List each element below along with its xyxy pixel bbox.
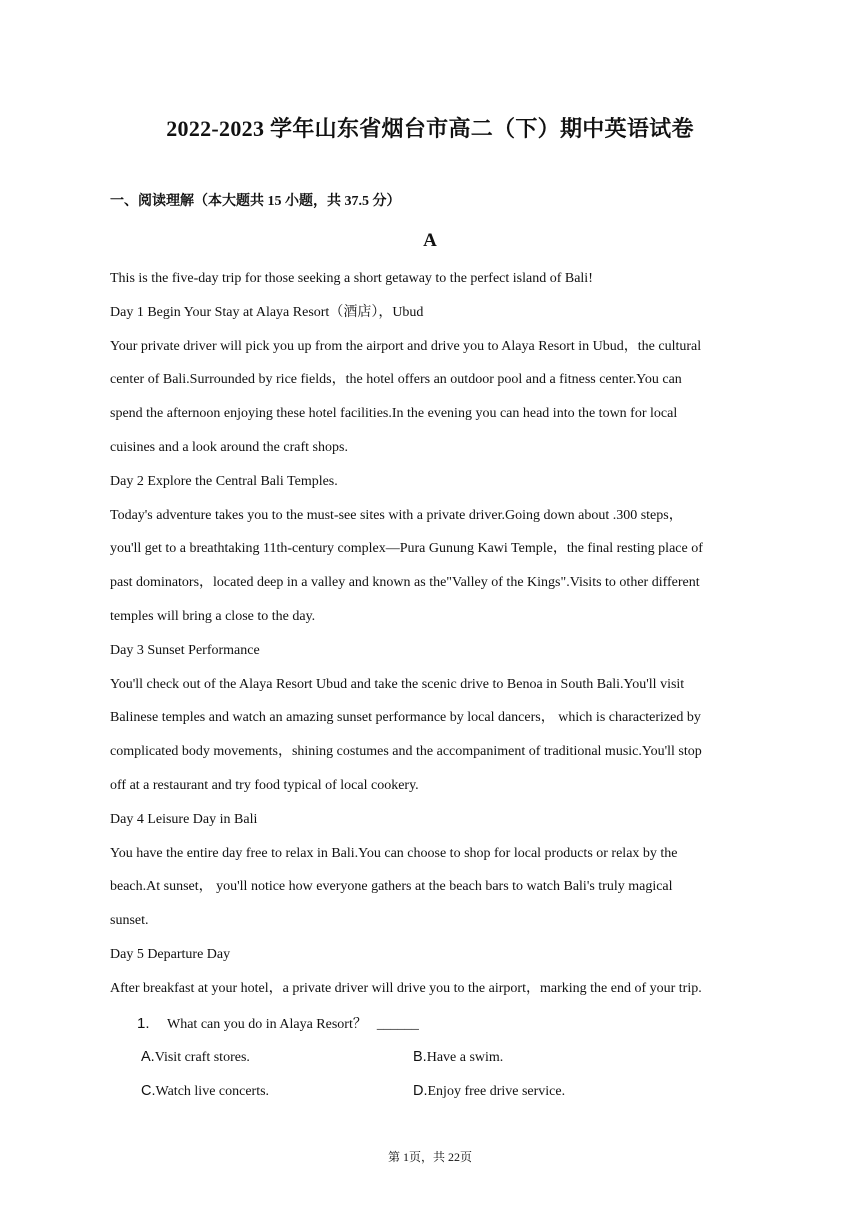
passage-line: After breakfast at your hotel，a private driver will drive you to the airport，marking the end of your trip. [110,980,702,996]
passage-line: temples will bring a close to the day. [110,608,316,624]
page-title: 2022-2023 学年山东省烟台市高二（下）期中英语试卷 [166,116,694,141]
passage-line: Day 5 Departure Day [110,946,231,962]
option-letter: A. [141,1049,155,1065]
passage-line: Day 3 Sunset Performance [110,642,260,658]
page-footer: 第 1页，共 22页 [387,1150,472,1164]
passage-line: sunset. [110,913,149,929]
passage-line: Your private driver will pick you up from the airport and drive you to Alaya Resort in Ubud，the cultural [110,338,702,354]
passage-line: This is the five-day trip for those seeking a short getaway to the perfect island of Bali! [110,271,593,286]
option-letter: B. [413,1049,427,1065]
passage-line: Day 2 Explore the Central Bali Temples. [110,473,338,489]
passage-line: center of Bali.Surrounded by rice fields，the hotel offers an outdoor pool and a fitness center.You can [110,372,682,388]
passage-line: spend the afternoon enjoying these hotel facilities.In the evening you can head into the town for local [110,406,678,422]
passage-body [110,262,755,1006]
question-stem [137,1007,757,1040]
passage-line: Day 1 Begin Your Stay at Alaya Resort（酒店），Ubud [110,304,424,320]
option-a [137,1040,409,1074]
option-c [137,1074,409,1108]
option-text: Enjoy free drive service. [427,1084,566,1099]
passage-line: You have the entire day free to relax in Bali.You can choose to shop for local products or relax by the [110,845,678,861]
question-number: 1. [137,1015,150,1032]
passage-line: past dominators，located deep in a valley and known as the"Valley of the Kings".Visits to other different [110,575,700,591]
option-text: Visit craft stores. [154,1050,250,1065]
passage-line: off at a restaurant and try food typical of local cookery. [110,777,419,793]
answer-blank: ______ [376,1017,419,1032]
passage-line: complicated body movements，shining costumes and the accompaniment of traditional music.You'll stop [110,744,702,760]
passage-line: beach.At sunset， you'll notice how everyone gathers at the beach bars to watch Bali's truly magical [110,879,673,895]
option-d [409,1074,681,1108]
option-text: Watch live concerts. [155,1084,270,1099]
option-letter: C. [141,1083,156,1099]
question-1 [137,1007,757,1108]
option-text: Have a swim. [426,1050,504,1065]
passage-line: cuisines and a look around the craft shops. [110,439,348,455]
passage-line: You'll check out of the Alaya Resort Ubud and take the scenic drive to Benoa in South Bali.You'll visit [110,676,685,692]
section-heading: 一、阅读理解（本大题共 15 小题，共 37.5 分） [110,194,401,209]
passage-label: A [423,230,437,251]
question-text: What can you do in Alaya Resort？ [167,1017,367,1032]
answer-options [137,1040,757,1108]
option-b [409,1040,681,1074]
passage-line: Balinese temples and watch an amazing sunset performance by local dancers， which is characterized by [110,710,701,726]
passage-line: Day 4 Leisure Day in Bali [110,811,258,827]
passage-line: Today's adventure takes you to the must-see sites with a private driver.Going down about .300 steps， [110,507,683,523]
passage-line: you'll get to a breathtaking 11th-century complex—Pura Gunung Kawi Temple，the final resting place of [110,541,703,557]
option-letter: D. [413,1083,428,1099]
